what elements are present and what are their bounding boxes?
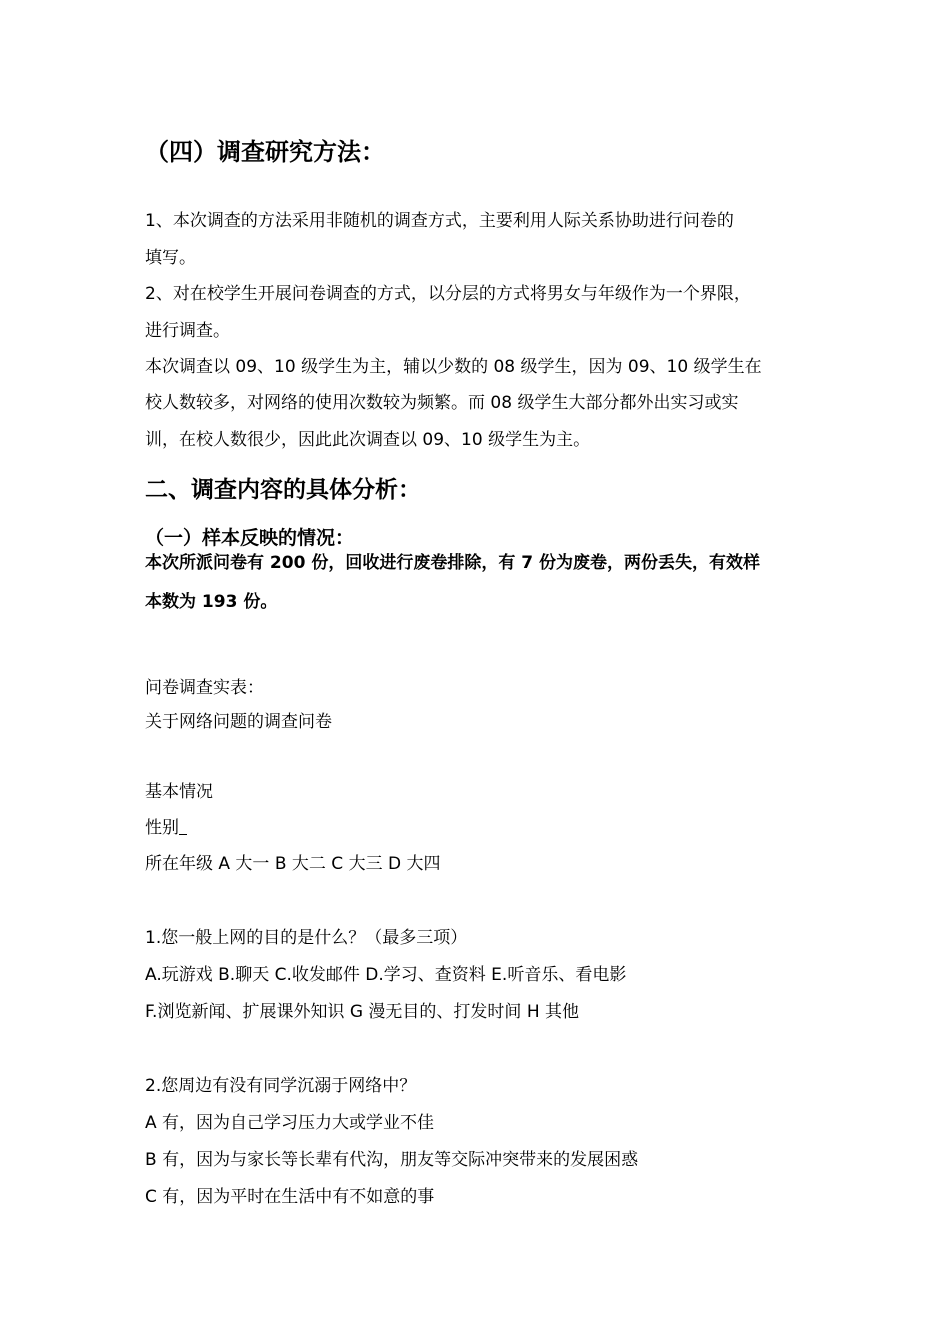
- method-1-line-1: 1、本次调查的方法采用非随机的调查方式，主要利用人际关系协助进行问卷的: [145, 211, 734, 231]
- note-line-1: 本次调查以 09、10 级学生为主，辅以少数的 08 级学生，因为 09、10 级学生在: [145, 357, 762, 377]
- analysis-heading: 二、调查内容的具体分析：: [145, 477, 421, 503]
- gender-blank: [179, 816, 187, 835]
- question-2-option-c: C 有，因为平时在生活中有不如意的事: [145, 1187, 435, 1207]
- gender-row: [145, 816, 187, 839]
- method-1-line-2: 填写。: [145, 248, 196, 268]
- question-2-option-a: A 有，因为自己学习压力大或学业不佳: [145, 1113, 435, 1133]
- method-2-line-1: 2、对在校学生开展问卷调查的方式，以分层的方式将男女与年级作为一个界限，: [145, 284, 751, 304]
- method-2-line-2: 进行调查。: [145, 321, 230, 341]
- sample-line-2: 本数为 193 份。: [145, 592, 278, 612]
- basic-info-label: 基本情况: [145, 782, 213, 802]
- grade-row: 所在年级 A 大一 B 大二 C 大三 D 大四: [145, 854, 441, 874]
- question-1-options-2: F.浏览新闻、扩展课外知识 G 漫无目的、打发时间 H 其他: [145, 1002, 580, 1022]
- methods-heading: （四）调查研究方法：: [145, 138, 385, 166]
- note-line-2: 校人数较多，对网络的使用次数较为频繁。而 08 级学生大部分都外出实习或实: [145, 393, 739, 413]
- questionnaire-label: 问卷调查实表：: [145, 678, 264, 698]
- question-2: 2.您周边有没有同学沉溺于网络中？: [145, 1076, 417, 1096]
- question-2-option-b: B 有，因为与家长等长辈有代沟，朋友等交际冲突带来的发展困惑: [145, 1150, 639, 1170]
- question-1-options-1: A.玩游戏 B.聊天 C.收发邮件 D.学习、查资料 E.听音乐、看电影: [145, 965, 627, 985]
- gender-label: 性别: [145, 818, 179, 838]
- questionnaire-title: 关于网络问题的调查问卷: [145, 712, 332, 732]
- sample-heading: （一）样本反映的情况：: [145, 527, 355, 549]
- question-1: 1.您一般上网的目的是什么？（最多三项）: [145, 928, 468, 948]
- note-line-3: 训，在校人数很少，因此此次调查以 09、10 级学生为主。: [145, 430, 591, 450]
- sample-line-1: 本次所派问卷有 200 份，回收进行废卷排除，有 7 份为废卷，两份丢失，有效样: [145, 553, 760, 573]
